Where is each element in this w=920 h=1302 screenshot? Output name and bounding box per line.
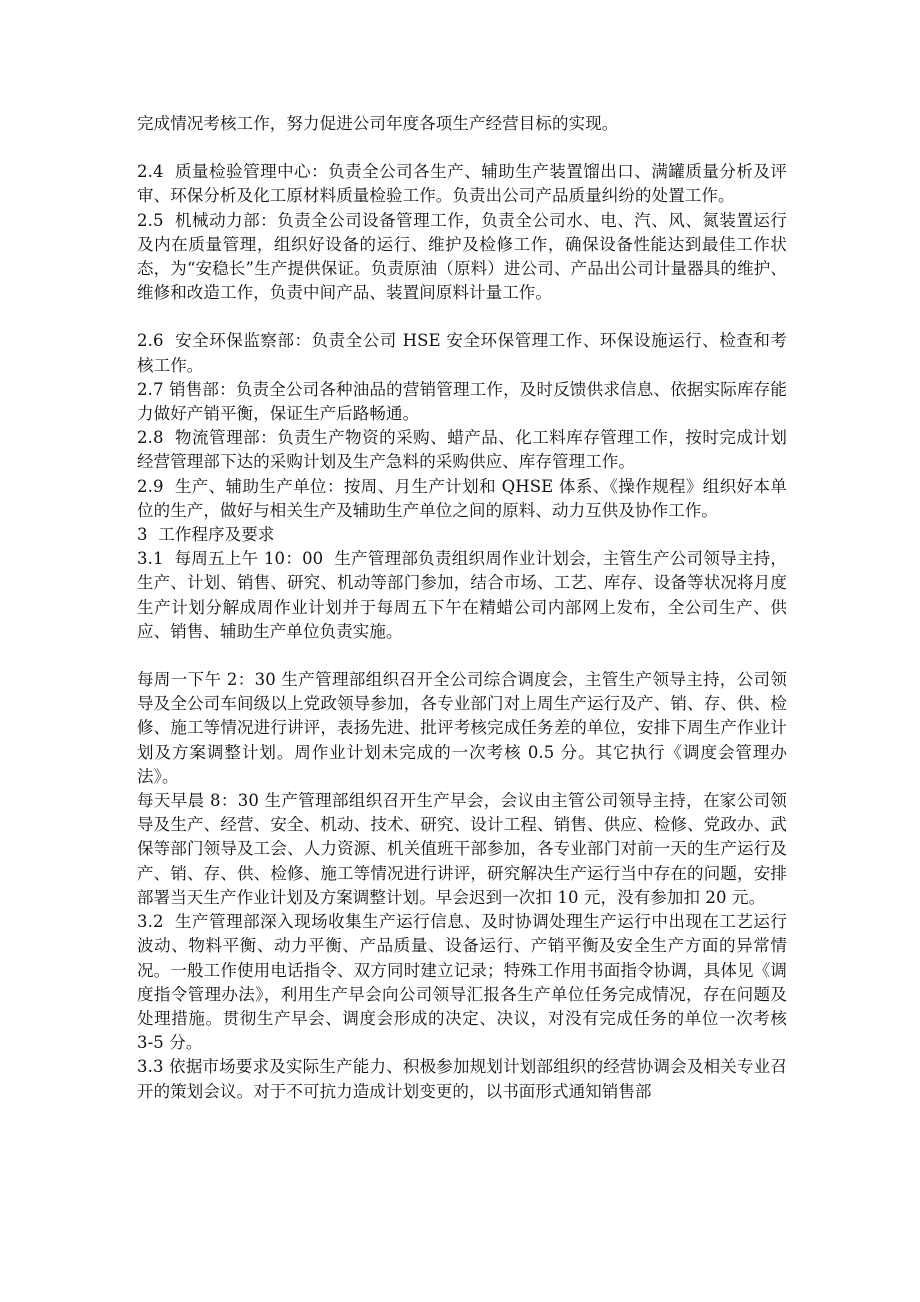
paragraph-gap <box>137 136 787 160</box>
paragraph-gap <box>137 644 787 668</box>
paragraph-completion: 完成情况考核工作，努力促进公司年度各项生产经营目标的实现。 <box>137 114 619 133</box>
paragraph-3-2: 3.2 生产管理部深入现场收集生产运行信息、及时协调处理生产运行中出现在工艺运行波动、物料平衡、动力平衡、产品质量、设备运行、产销平衡及安全生产方面的异常情况。一般工作使用电话指令、双方同时建立记录；特殊工作用书面指令协调，具体见《调度指令管理办法》，利用生产早会向公司领导汇报各生产单位任务完成情况，存在问题及处理措施。贯彻生产早会、调度会形成的决定、决议，对没有完成任务的单位一次考核 3-5 分。 <box>137 912 793 1053</box>
paragraph-3-3: 3.3 依据市场要求及实际生产能力、积极参加规划计划部组织的经营协调会及相关专业召开的策划会议。对于不可抗力造成计划变更的，以书面形式通知销售部 <box>137 1057 787 1101</box>
paragraph-morning-meeting: 每天早晨 8：30 生产管理部组织召开生产早会，会议由主管公司领导主持，在家公司领导及生产、经营、安全、机动、技术、研究、设计工程、销售、供应、检修、党政办、武保等部门领导及工会、人力资源、机关值班干部参加，各专业部门对前一天的生产运行及产、销、存、供、检修、施工等情况进行讲评，研究解决生产运行当中存在的问题，安排部署当天生产作业计划及方案调整计划。早会迟到一次扣 10 元，没有参加扣 20 元。 <box>137 791 787 907</box>
paragraph-2-9: 2.9 生产、辅助生产单位：按周、月生产计划和 QHSE 体系、《操作规程》组织好本单位的生产，做好与相关生产及辅助生产单位之间的原料、动力互供及协作工作。 <box>137 476 787 520</box>
paragraph-2-4: 2.4 质量检验管理中心：负责全公司各生产、辅助生产装置馏出口、满罐质量分析及评审、环保分析及化工原材料质量检验工作。负责出公司产品质量纠纷的处置工作。 <box>137 162 787 206</box>
document-body <box>137 112 793 1104</box>
section-heading-3: 3 工作程序及要求 <box>137 525 275 545</box>
paragraph-2-8: 2.8 物流管理部：负责生产物资的采购、蜡产品、化工料库存管理工作，按时完成计划经营管理部下达的采购计划及生产急料的采购供应、库存管理工作。 <box>137 428 787 472</box>
paragraph-2-6: 2.6 安全环保监察部：负责全公司 HSE 安全环保管理工作、环保设施运行、检查和考核工作。 <box>137 331 787 375</box>
paragraph-3-1: 3.1 每周五上午 10：00 生产管理部负责组织周作业计划会，主管生产公司领导主持，生产、计划、销售、研究、机动等部门参加，结合市场、工艺、库存、设备等状况将月度生产计划分解成周作业计划并于每周五下午在精蜡公司内部网上发布，全公司生产、供应、销售、辅助生产单位负责实施。 <box>137 549 787 641</box>
paragraph-gap <box>137 305 787 329</box>
paragraph-2-7: 2.7 销售部：负责全公司各种油品的营销管理工作，及时反馈供求信息、依据实际库存能力做好产销平衡，保证生产后路畅通。 <box>137 379 787 424</box>
paragraph-monday-meeting: 每周一下午 2：30 生产管理部组织召开全公司综合调度会，主管生产领导主持，公司领导及全公司车间级以上党政领导参加，各专业部门对上周生产运行及产、销、存、供、检修、施工等情况进行讲评，表扬先进、批评考核完成任务差的单位，安排下周生产作业计划及方案调整计划。周作业计划未完成的一次考核 0.5 分。其它执行《调度会管理办法》。 <box>137 670 787 786</box>
paragraph-2-5: 2.5 机械动力部：负责全公司设备管理工作，负责全公司水、电、汽、风、氮装置运行及内在质量管理，组织好设备的运行、维护及检修工作，确保设备性能达到最佳工作状态，为“安稳长”生产提供保证。负责原油（原料）进公司、产品出公司计量器具的维护、维修和改造工作，负责中间产品、装置间原料计量工作。 <box>137 210 787 303</box>
